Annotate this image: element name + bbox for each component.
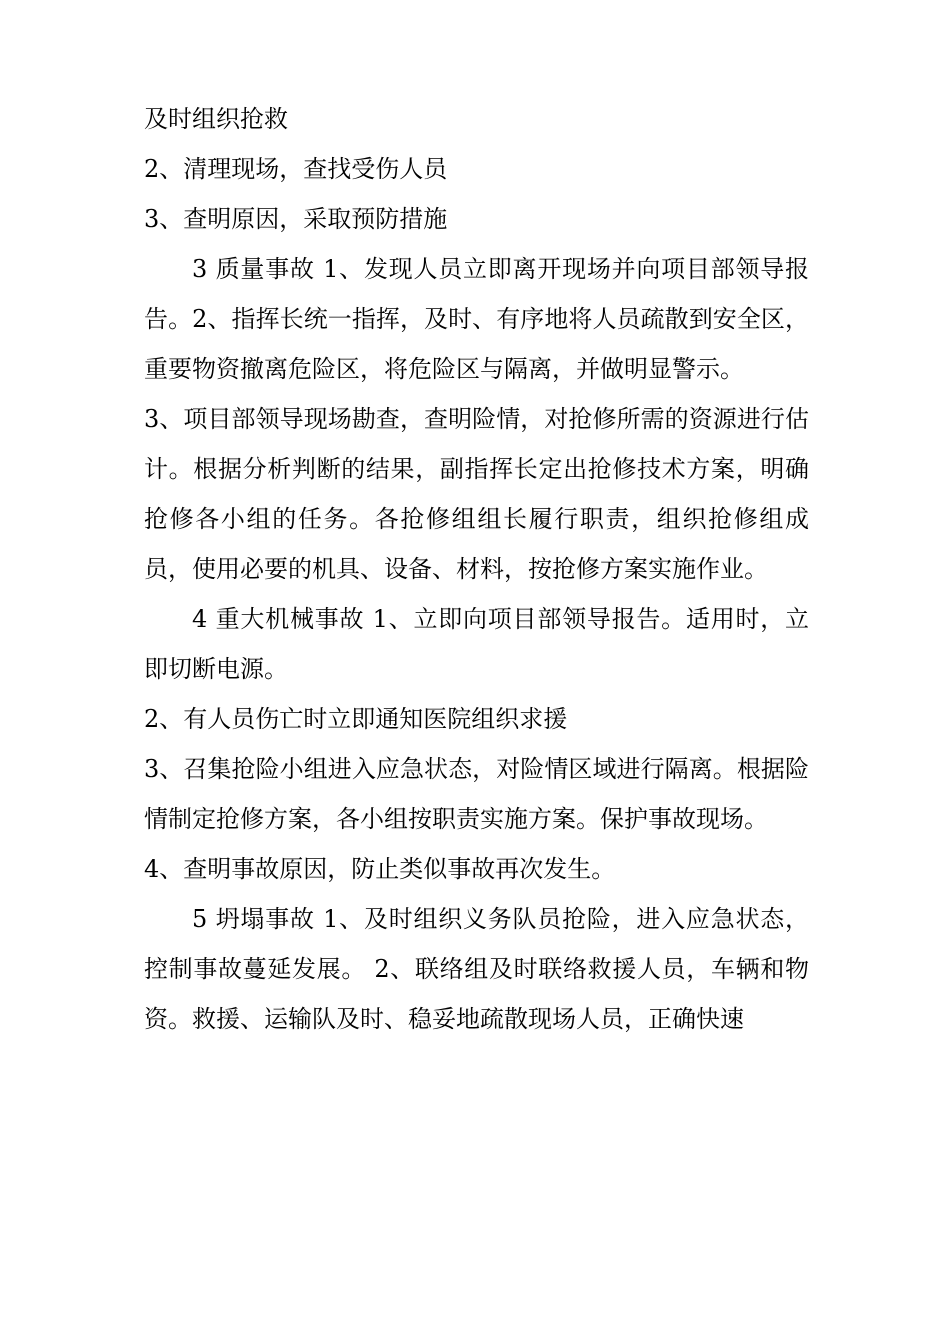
paragraph-step-3-find-cause: 3、查明原因，采取预防措施 <box>144 205 448 233</box>
paragraph-step-2-clear-site: 2、清理现场，查找受伤人员 <box>144 155 448 183</box>
paragraph-collapse-accident: 5 坍塌事故 1、及时组织义务队员抢险，进入应急状态，控制事故蔓延发展。 2、联络组及时联络救援人员，车辆和物资。救援、运输队及时、稳妥地疏散现场人员，正确快速 <box>144 905 809 1033</box>
paragraph-machinery-step-4: 4、查明事故原因，防止类似事故再次发生。 <box>144 855 616 883</box>
paragraph-machinery-step-3: 3、召集抢险小组进入应急状态，对险情区域进行隔离。根据险情制定抢修方案，各小组按职责实施方案。保护事故现场。 <box>144 755 809 833</box>
paragraph-machinery-step-2: 2、有人员伤亡时立即通知医院组织求援 <box>144 705 568 733</box>
paragraph-continuation: 及时组织抢救 <box>144 105 288 133</box>
paragraph-machinery-accident: 4 重大机械事故 1、立即向项目部领导报告。适用时，立即切断电源。 <box>144 605 809 683</box>
paragraph-quality-accident: 3 质量事故 1、发现人员立即离开现场并向项目部领导报告。2、指挥长统一指挥，及时、有序地将人员疏散到安全区，重要物资撤离危险区，将危险区与隔离，并做明显警示。 <box>144 255 809 383</box>
paragraph-quality-step-3: 3、项目部领导现场勘查，查明险情，对抢修所需的资源进行估计。根据分析判断的结果，副指挥长定出抢修技术方案，明确抢修各小组的任务。各抢修组组长履行职责，组织抢修组成员，使用必要的机具、设备、材料，按抢修方案实施作业。 <box>144 405 809 583</box>
document-body <box>144 94 809 1044</box>
